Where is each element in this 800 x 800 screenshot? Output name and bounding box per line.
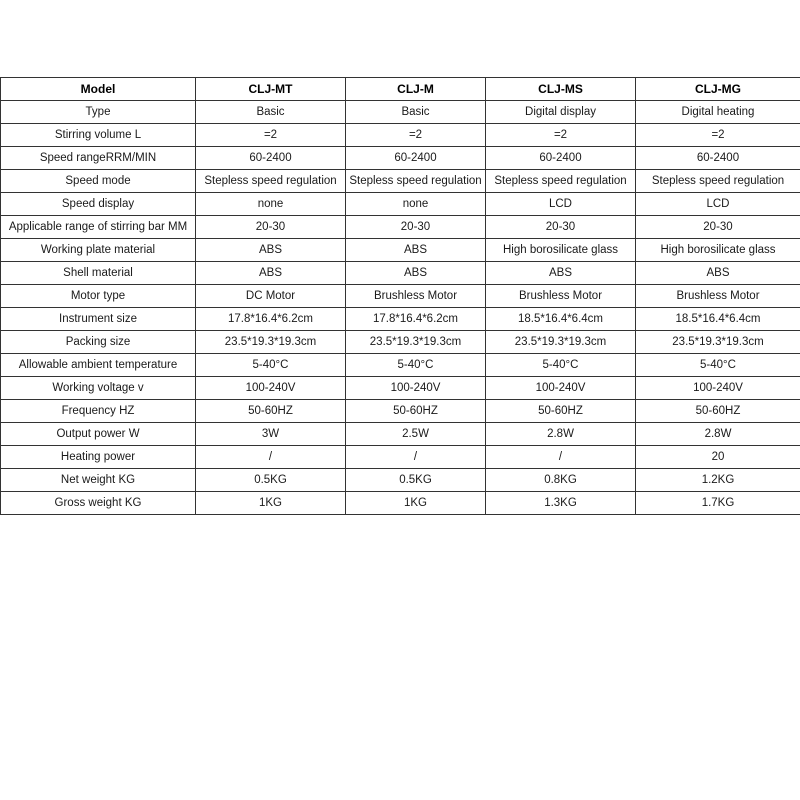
table-cell: 2.8W	[636, 423, 800, 446]
row-label: Output power W	[1, 423, 196, 446]
table-row	[1, 124, 800, 147]
table-cell: ABS	[196, 262, 346, 285]
table-cell: 0.8KG	[486, 469, 636, 492]
table-cell: LCD	[486, 193, 636, 216]
table-cell: DC Motor	[196, 285, 346, 308]
table-cell: 20-30	[636, 216, 800, 239]
table-cell: 1KG	[196, 492, 346, 515]
table-cell: =2	[346, 124, 486, 147]
table-cell: 100-240V	[196, 377, 346, 400]
spec-table-body	[1, 101, 800, 515]
header-cell-model: Model	[1, 78, 196, 101]
table-cell: 23.5*19.3*19.3cm	[346, 331, 486, 354]
table-cell: 17.8*16.4*6.2cm	[346, 308, 486, 331]
table-cell: 5-40°C	[486, 354, 636, 377]
table-cell: 17.8*16.4*6.2cm	[196, 308, 346, 331]
row-label: Type	[1, 101, 196, 124]
table-cell: ABS	[346, 239, 486, 262]
table-row	[1, 308, 800, 331]
table-cell: Digital display	[486, 101, 636, 124]
table-cell: none	[196, 193, 346, 216]
table-cell: ABS	[486, 262, 636, 285]
table-cell: 23.5*19.3*19.3cm	[486, 331, 636, 354]
table-cell: 23.5*19.3*19.3cm	[636, 331, 800, 354]
table-row	[1, 469, 800, 492]
table-cell: 2.8W	[486, 423, 636, 446]
table-row	[1, 170, 800, 193]
table-cell: 5-40°C	[636, 354, 800, 377]
row-label: Speed rangeRRM/MIN	[1, 147, 196, 170]
row-label: Stirring volume L	[1, 124, 196, 147]
table-cell: =2	[636, 124, 800, 147]
row-label: Speed mode	[1, 170, 196, 193]
table-cell: ABS	[196, 239, 346, 262]
table-cell: 1.3KG	[486, 492, 636, 515]
table-cell: 5-40°C	[346, 354, 486, 377]
table-cell: 60-2400	[636, 147, 800, 170]
table-cell: 100-240V	[346, 377, 486, 400]
row-label: Shell material	[1, 262, 196, 285]
header-row	[1, 78, 800, 101]
table-row	[1, 377, 800, 400]
table-row	[1, 400, 800, 423]
table-cell: /	[486, 446, 636, 469]
table-cell: Digital heating	[636, 101, 800, 124]
table-cell: Brushless Motor	[346, 285, 486, 308]
table-row	[1, 216, 800, 239]
row-label: Allowable ambient temperature	[1, 354, 196, 377]
row-label: Working voltage v	[1, 377, 196, 400]
table-cell: 50-60HZ	[196, 400, 346, 423]
table-cell: Brushless Motor	[486, 285, 636, 308]
table-row	[1, 331, 800, 354]
table-row	[1, 147, 800, 170]
table-cell: ABS	[346, 262, 486, 285]
table-cell: =2	[486, 124, 636, 147]
table-cell: 18.5*16.4*6.4cm	[486, 308, 636, 331]
table-cell: Stepless speed regulation	[486, 170, 636, 193]
table-cell: 2.5W	[346, 423, 486, 446]
table-cell: =2	[196, 124, 346, 147]
header-cell-clj-m: CLJ-M	[346, 78, 486, 101]
table-cell: 100-240V	[636, 377, 800, 400]
table-cell: 60-2400	[196, 147, 346, 170]
table-row	[1, 446, 800, 469]
table-row	[1, 492, 800, 515]
row-label: Frequency HZ	[1, 400, 196, 423]
table-cell: /	[196, 446, 346, 469]
row-label: Packing size	[1, 331, 196, 354]
table-cell: 50-60HZ	[636, 400, 800, 423]
table-cell: 1.7KG	[636, 492, 800, 515]
table-cell: 1.2KG	[636, 469, 800, 492]
table-row	[1, 354, 800, 377]
table-cell: LCD	[636, 193, 800, 216]
table-cell: 50-60HZ	[486, 400, 636, 423]
table-row	[1, 193, 800, 216]
header-cell-clj-mg: CLJ-MG	[636, 78, 800, 101]
table-cell: 0.5KG	[196, 469, 346, 492]
row-label: Applicable range of stirring bar MM	[1, 216, 196, 239]
row-label: Motor type	[1, 285, 196, 308]
table-cell: 50-60HZ	[346, 400, 486, 423]
row-label: Instrument size	[1, 308, 196, 331]
spec-table	[0, 77, 800, 515]
table-cell: Basic	[196, 101, 346, 124]
table-cell: 20-30	[486, 216, 636, 239]
table-cell: Stepless speed regulation	[196, 170, 346, 193]
table-cell: Brushless Motor	[636, 285, 800, 308]
row-label: Heating power	[1, 446, 196, 469]
header-cell-clj-mt: CLJ-MT	[196, 78, 346, 101]
table-cell: 100-240V	[486, 377, 636, 400]
table-cell: 20	[636, 446, 800, 469]
table-cell: ABS	[636, 262, 800, 285]
table-cell: 18.5*16.4*6.4cm	[636, 308, 800, 331]
table-cell: 3W	[196, 423, 346, 446]
table-row	[1, 423, 800, 446]
table-cell: 60-2400	[346, 147, 486, 170]
table-cell: Stepless speed regulation	[636, 170, 800, 193]
row-label: Working plate material	[1, 239, 196, 262]
row-label: Speed display	[1, 193, 196, 216]
table-row	[1, 262, 800, 285]
table-cell: 20-30	[196, 216, 346, 239]
table-cell: /	[346, 446, 486, 469]
row-label: Gross weight KG	[1, 492, 196, 515]
table-cell: 20-30	[346, 216, 486, 239]
header-cell-clj-ms: CLJ-MS	[486, 78, 636, 101]
table-cell: Stepless speed regulation	[346, 170, 486, 193]
table-cell: 1KG	[346, 492, 486, 515]
table-cell: Basic	[346, 101, 486, 124]
row-label: Net weight KG	[1, 469, 196, 492]
table-cell: 60-2400	[486, 147, 636, 170]
table-row	[1, 239, 800, 262]
table-cell: 23.5*19.3*19.3cm	[196, 331, 346, 354]
table-row	[1, 285, 800, 308]
table-cell: 5-40°C	[196, 354, 346, 377]
table-cell: none	[346, 193, 486, 216]
table-row	[1, 101, 800, 124]
table-cell: High borosilicate glass	[486, 239, 636, 262]
table-cell: 0.5KG	[346, 469, 486, 492]
table-cell: High borosilicate glass	[636, 239, 800, 262]
